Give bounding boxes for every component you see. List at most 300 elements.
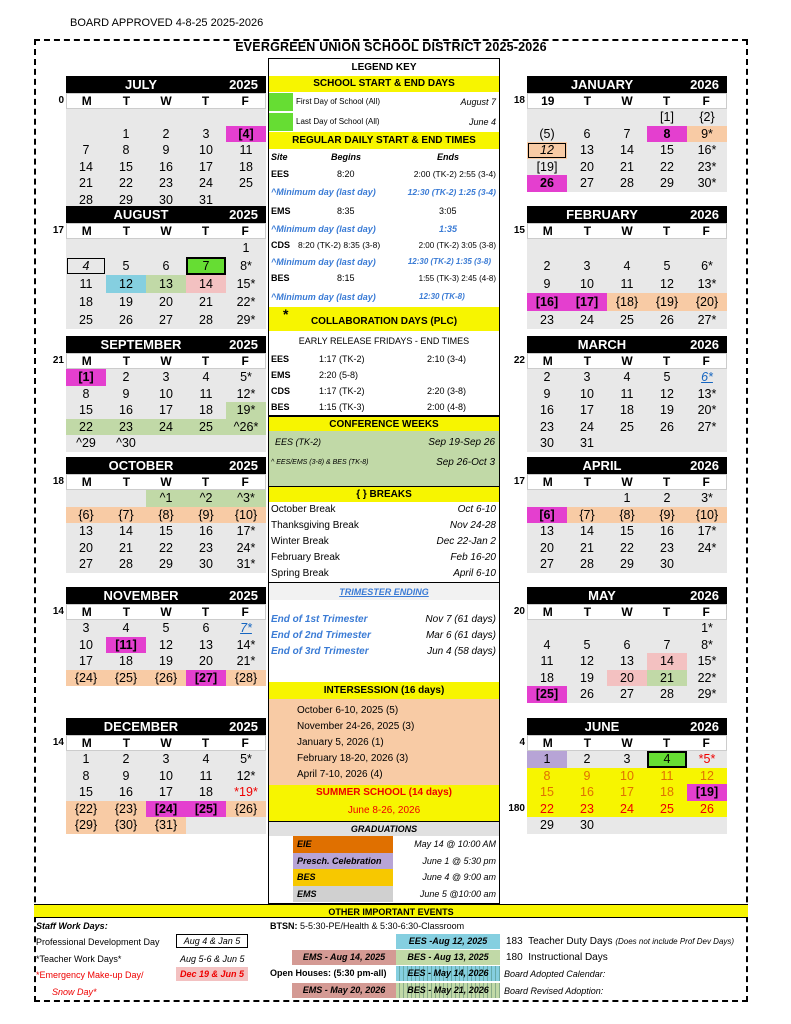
break-cell: February Break	[271, 552, 340, 563]
day-cell: {31}	[146, 817, 186, 834]
day-cell: 24	[146, 419, 186, 436]
day-cell: 21	[79, 176, 93, 190]
day-cell: 26	[580, 687, 594, 701]
day-cell: {8}	[146, 507, 186, 524]
calendar-may	[513, 587, 727, 703]
day-cell: 12	[687, 768, 727, 785]
calendar-september	[52, 336, 266, 452]
day-cell	[66, 126, 106, 143]
day-cell: 24	[580, 313, 594, 327]
trimester-row	[269, 644, 499, 660]
day-cell: 23*	[697, 159, 717, 174]
day-cell: 16	[159, 159, 173, 174]
cds-end: 2:00 (TK-2) 3:05 (3-8)	[418, 241, 496, 250]
ems-min-end: 1:35	[439, 224, 458, 234]
break-row	[269, 534, 499, 550]
duty-days-note: (Does not include Prof Dev Days)	[615, 937, 735, 946]
summer-heading: SUMMER SCHOOL (14 days)	[269, 785, 499, 801]
page-title: EVERGREEN UNION SCHOOL DISTRICT 2025-2026	[235, 40, 547, 54]
calendar-january	[513, 76, 727, 192]
day-cell: (5)	[539, 126, 555, 141]
bes-open-house: BES - May 21, 2026	[396, 983, 500, 998]
day-cell: 13	[146, 275, 186, 293]
week-count: 17	[52, 225, 64, 236]
day-cell: {26}	[146, 670, 186, 687]
day-cell: 5	[663, 259, 671, 273]
month-year: 2025	[229, 588, 258, 603]
day-cell: 29*	[697, 687, 717, 701]
times-columns	[269, 149, 499, 165]
day-cell	[66, 239, 106, 257]
day-cell: 1	[527, 751, 567, 768]
day-cell	[146, 109, 186, 126]
day-cell: ^26*	[226, 419, 266, 436]
inst-days-count: 180	[506, 952, 523, 963]
conf2-label: ^ EES/EMS (3-8) & BES (TK-8)	[271, 459, 369, 466]
day-header: F	[702, 475, 710, 489]
day-cell: {6}	[66, 507, 106, 524]
day-cell: 14*	[236, 637, 256, 652]
day-cell: 10	[159, 386, 173, 401]
break-cell: Dec 22-Jan 2	[436, 536, 496, 547]
break-cell: Oct 6-10	[457, 504, 496, 515]
day-cell: 21*	[236, 654, 256, 668]
day-cell: 21	[620, 159, 634, 174]
collab-label: COLLABORATION DAYS (PLC)	[310, 316, 458, 327]
day-cell	[687, 556, 727, 573]
week-row	[66, 490, 266, 507]
day-cell: 22	[620, 540, 634, 555]
month-header	[66, 587, 266, 604]
day-header: M	[81, 94, 92, 108]
day-cell: 11	[540, 654, 554, 668]
site-col: Site	[271, 152, 288, 162]
week-row	[527, 109, 727, 126]
day-cell: 26	[119, 313, 133, 327]
day-cell: 17*	[236, 524, 256, 538]
day-total: 180	[508, 802, 525, 814]
day-cell: 26	[687, 801, 727, 818]
trimester-cell: Nov 7 (61 days)	[425, 614, 496, 625]
day-header: T	[122, 475, 131, 489]
day-cell: 18	[540, 670, 554, 685]
day-cell: 29*	[236, 313, 256, 327]
day-cell: 25	[620, 419, 634, 434]
day-header: T	[583, 736, 592, 750]
bes-min-end: 12:30 (TK-8)	[419, 292, 465, 301]
month-days	[66, 620, 266, 686]
day-cell: 5*	[240, 752, 252, 766]
day-cell	[567, 239, 607, 257]
day-cell: 29	[119, 192, 133, 207]
day-cell: 2	[543, 370, 551, 384]
day-cell: {29}	[66, 817, 106, 834]
day-cell: 12	[527, 142, 567, 159]
day-cell: 30	[660, 557, 674, 571]
day-cell: {25}	[106, 670, 146, 687]
day-cell	[647, 620, 687, 637]
day-cell: 14	[79, 159, 93, 174]
day-cell: 12	[660, 386, 674, 401]
week-count: 14	[52, 606, 64, 617]
week-row	[66, 257, 266, 275]
trimester-heading	[269, 582, 499, 600]
day-header: W	[621, 475, 633, 489]
month-name: OCTOBER	[108, 458, 174, 473]
day-cell: 10	[607, 768, 647, 785]
day-header: F	[241, 475, 249, 489]
day-cell	[567, 109, 607, 126]
trimester-row	[269, 628, 499, 644]
week-row	[527, 275, 727, 293]
day-header: M	[81, 605, 92, 619]
week-row	[527, 523, 727, 540]
day-cell: 14	[580, 524, 594, 538]
day-cell: ^29	[76, 436, 96, 450]
day-header: M	[542, 605, 553, 619]
inst-days-label: Instructional Days	[528, 952, 608, 963]
week-row	[66, 556, 266, 573]
day-cell: {7}	[106, 507, 146, 524]
week-count: 14	[52, 737, 64, 748]
day-header: T	[583, 224, 592, 238]
day-cell: 16	[119, 785, 133, 799]
day-cell: 9	[543, 277, 551, 291]
day-cell: 8	[122, 143, 130, 157]
day-cell: 16	[199, 524, 213, 538]
day-cell: ^30	[116, 436, 136, 450]
early-release-cell: 2:10 (3-4)	[427, 354, 467, 364]
early-release-cell: 1:17 (TK-2)	[319, 354, 365, 364]
month-name: AUGUST	[113, 207, 169, 222]
week-row	[527, 419, 727, 436]
summer-dates: June 8-26, 2026	[269, 801, 499, 821]
day-header: F	[241, 354, 249, 368]
week-row	[66, 175, 266, 192]
day-cell: 28	[620, 176, 634, 190]
day-cell	[226, 109, 266, 126]
begins-col: Begins	[331, 152, 362, 162]
day-cell: 3	[583, 259, 591, 273]
day-cell	[687, 435, 727, 452]
day-cell: 20	[607, 670, 647, 687]
day-cell	[146, 239, 186, 257]
calendar-august	[52, 206, 266, 329]
day-cell: 27	[79, 557, 93, 571]
day-cell: 5	[122, 259, 130, 273]
day-cell: 16	[660, 524, 674, 538]
start-end-heading: SCHOOL START & END DAYS	[269, 76, 499, 92]
month-name: SEPTEMBER	[100, 337, 182, 352]
early-release-cell: BES	[271, 402, 290, 412]
day-header: W	[160, 224, 172, 238]
graduation-row	[269, 836, 499, 853]
break-row	[269, 566, 499, 582]
week-row	[66, 653, 266, 670]
day-cell: 20	[540, 540, 554, 555]
day-header: F	[702, 605, 710, 619]
break-row	[269, 518, 499, 534]
month-header	[527, 587, 727, 604]
week-row	[66, 507, 266, 524]
week-row	[527, 402, 727, 419]
day-cell: 20	[159, 295, 173, 309]
day-cell: 18	[647, 784, 687, 801]
week-count: 0	[58, 95, 64, 106]
day-cell: 1	[82, 752, 90, 766]
last-day-date: June 4	[468, 117, 496, 127]
day-cell	[186, 239, 226, 257]
day-cell: [4]	[226, 126, 266, 143]
day-cell: 17	[607, 784, 647, 801]
day-header: T	[583, 605, 592, 619]
week-row	[527, 175, 727, 192]
legend-title: LEGEND KEY	[269, 59, 499, 76]
day-cell: 22	[660, 159, 674, 174]
graduation-row	[269, 886, 499, 903]
ems-btsn: EMS - Aug 14, 2025	[292, 950, 396, 965]
day-cell: 8	[527, 768, 567, 785]
day-cell: 29	[620, 557, 634, 571]
day-cell: 3	[202, 126, 210, 141]
day-cell: 24	[607, 801, 647, 818]
week-row	[66, 637, 266, 654]
day-header: T	[662, 736, 671, 750]
month-header	[527, 336, 727, 353]
week-row	[527, 490, 727, 507]
day-cell: 11	[620, 277, 634, 291]
pd-dates: Aug 4 & Jan 5	[176, 934, 248, 948]
day-cell: 6*	[701, 259, 713, 273]
day-cell: [19]	[536, 159, 558, 174]
day-cell: {30}	[106, 817, 146, 834]
month-days	[527, 490, 727, 573]
day-cell: 15	[79, 403, 93, 417]
day-cell	[527, 109, 567, 126]
ees-min-label: ^Minimum day (last day)	[271, 187, 376, 197]
month-days	[527, 620, 727, 703]
day-cell: 1	[122, 126, 130, 141]
day-cell: {9}	[186, 507, 226, 524]
day-header: T	[122, 94, 131, 108]
day-cell: 19	[119, 295, 133, 309]
calendar-february	[513, 206, 727, 329]
day-cell: 5*	[240, 370, 252, 384]
day-cell: 7*	[240, 621, 252, 635]
month-year: 2025	[229, 207, 258, 222]
day-cell: 23	[567, 801, 607, 818]
day-cell: 10	[580, 386, 594, 401]
week-row	[66, 159, 266, 176]
day-cell: 6	[623, 637, 631, 652]
day-cell: 18	[79, 295, 93, 309]
month-name: APRIL	[582, 458, 622, 473]
day-cell: 4	[66, 257, 106, 275]
day-header: T	[122, 224, 131, 238]
day-cell: 4	[543, 637, 551, 652]
day-header: M	[81, 736, 92, 750]
intersession-item: January 5, 2026 (1)	[297, 737, 384, 748]
month-year: 2025	[229, 458, 258, 473]
week-row	[66, 670, 266, 687]
day-cell: [16]	[527, 293, 567, 311]
day-header: T	[662, 354, 671, 368]
day-cell: [1]	[660, 110, 674, 124]
bes-btsn: BES - Aug 13, 2025	[396, 950, 500, 965]
calendar-june	[508, 718, 727, 834]
day-cell: 28	[119, 557, 133, 571]
week-count: 17	[513, 476, 525, 487]
day-cell: 24*	[236, 540, 256, 555]
day-cell: 4	[122, 621, 130, 635]
day-cell: 18	[119, 654, 133, 668]
day-cell: 8	[82, 768, 90, 783]
graduation-cell: June 4 @ 9:00 am	[422, 872, 496, 882]
day-cell: 4	[647, 751, 687, 768]
day-cell: 9*	[687, 126, 727, 143]
day-cell: 18	[620, 403, 634, 417]
day-cell: 2	[663, 491, 671, 505]
bes-min-label: ^Minimum day (last day)	[271, 292, 376, 302]
intersession-list	[269, 699, 499, 785]
month-header	[66, 457, 266, 474]
week-count: 15	[513, 225, 525, 236]
day-header: W	[621, 94, 633, 108]
day-cell: 24*	[697, 540, 717, 555]
week-row	[527, 637, 727, 654]
duty-days	[506, 936, 734, 947]
early-release-row	[269, 399, 499, 415]
day-cell: 21	[580, 540, 594, 555]
ems-begin: 8:35	[337, 206, 355, 216]
day-cell: 30	[199, 557, 213, 571]
week-row	[66, 126, 266, 143]
early-release-cell: EES	[271, 354, 290, 364]
day-cell: 24	[199, 176, 213, 190]
day-header: W	[160, 736, 172, 750]
month-year: 2026	[690, 588, 719, 603]
day-header: T	[122, 736, 131, 750]
snow-day-label: Snow Day*	[52, 987, 97, 997]
day-cell: [24]	[146, 801, 186, 818]
week-count: 21	[52, 355, 64, 366]
day-cell: 14	[620, 143, 634, 157]
break-cell: Feb 16-20	[450, 552, 496, 563]
early-release-row	[269, 383, 499, 399]
month-name: JULY	[124, 77, 158, 92]
last-day-label: Last Day of School (All)	[296, 117, 380, 126]
month-year: 2026	[690, 77, 719, 92]
day-header: W	[160, 475, 172, 489]
day-header: W	[621, 354, 633, 368]
day-cell: ^2	[186, 490, 226, 507]
day-cell	[607, 817, 647, 834]
day-cell: 3	[162, 370, 170, 384]
ees-min-end: 12:30 (TK-2) 1:25 (3-4)	[407, 187, 496, 197]
week-count: 18	[52, 476, 64, 487]
break-cell: Winter Break	[271, 536, 329, 547]
day-cell: 11	[647, 768, 687, 785]
day-cell: 30	[540, 436, 554, 450]
graduation-cell: June 1 @ 5:30 pm	[422, 855, 496, 866]
week-row	[527, 686, 727, 703]
day-header: M	[542, 224, 553, 238]
day-headers	[66, 604, 266, 620]
day-header: F	[241, 605, 249, 619]
break-cell: April 6-10	[453, 568, 496, 579]
day-cell	[647, 817, 687, 834]
day-header: T	[201, 475, 210, 489]
week-row	[66, 435, 266, 452]
collab-heading	[269, 307, 499, 331]
day-cell: {28}	[226, 670, 266, 687]
day-header: F	[702, 94, 710, 108]
day-cell: 28	[199, 313, 213, 327]
day-cell	[567, 490, 607, 507]
calendar-november	[52, 587, 266, 686]
graduation-cell: June 5 @10:00 am	[419, 888, 496, 899]
duty-days-label: Teacher Duty Days	[528, 936, 613, 947]
day-cell: 14	[647, 653, 687, 670]
day-cell: 8	[82, 386, 90, 401]
day-cell: 15*	[697, 654, 717, 668]
day-headers	[66, 223, 266, 239]
day-header: F	[702, 224, 710, 238]
week-row	[527, 369, 727, 386]
day-cell: [17]	[567, 293, 607, 311]
week-row	[527, 817, 727, 834]
week-count: 20	[513, 606, 525, 617]
day-cell: ^3*	[226, 490, 266, 507]
month-header	[527, 457, 727, 474]
week-row	[527, 768, 727, 785]
day-header: F	[241, 224, 249, 238]
day-cell: 22	[159, 540, 173, 555]
week-row	[66, 801, 266, 818]
day-cell: 2	[583, 752, 591, 766]
week-row	[527, 507, 727, 524]
day-cell: 28	[79, 192, 93, 207]
month-year: 2025	[229, 719, 258, 734]
day-cell: 21	[119, 540, 133, 555]
day-cell: 20	[79, 540, 93, 555]
day-cell: 27	[580, 176, 594, 190]
day-cell: 8*	[240, 259, 252, 273]
week-row	[66, 402, 266, 419]
week-row	[527, 159, 727, 176]
month-days	[527, 751, 727, 834]
day-cell: 31	[199, 192, 213, 207]
day-cell	[66, 109, 106, 126]
day-cell: 25	[647, 801, 687, 818]
day-cell	[607, 435, 647, 452]
instructional-days	[506, 952, 608, 963]
trimester-cell: End of 1st Trimester	[271, 614, 368, 625]
break-cell: Nov 24-28	[449, 520, 496, 531]
day-cell: 22*	[697, 670, 717, 685]
day-cell: 26	[660, 313, 674, 327]
early-release-row	[269, 367, 499, 383]
day-header: M	[542, 736, 553, 750]
week-row	[527, 670, 727, 687]
board-approved-header: BOARD APPROVED 4-8-25 2025-2026	[70, 17, 264, 29]
day-cell: 22	[527, 801, 567, 818]
month-days	[66, 109, 266, 208]
day-cell: 12	[159, 637, 173, 652]
week-row	[527, 784, 727, 801]
day-cell: ^1	[146, 490, 186, 507]
day-cell: 16	[567, 784, 607, 801]
